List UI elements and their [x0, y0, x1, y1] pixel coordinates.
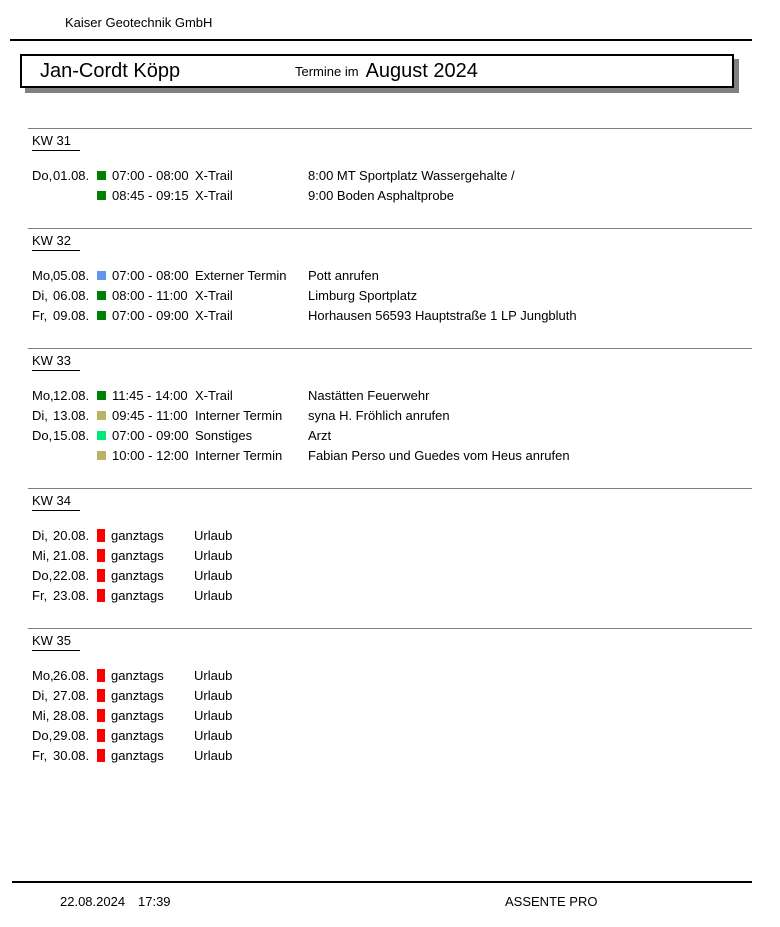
category-label: Urlaub [194, 747, 233, 763]
category-color-marker [97, 411, 106, 420]
date-label: 28.08. [53, 707, 90, 723]
time-label: ganztags [111, 567, 164, 583]
title-box [20, 54, 734, 88]
category-color-marker [97, 729, 105, 742]
week-label: KW 34 [32, 493, 80, 511]
weekday-label: Mo, [32, 667, 54, 683]
description-label: Fabian Perso und Guedes vom Heus anrufen [308, 447, 570, 463]
appointment-row [0, 725, 780, 745]
category-label: Urlaub [194, 527, 233, 543]
day-column [32, 568, 97, 583]
category-label: Interner Termin [195, 407, 283, 423]
date-label: 09.08. [53, 307, 90, 323]
time-label: 09:45 - 11:00 [112, 407, 188, 423]
appointment-row [0, 265, 780, 285]
description-label: Limburg Sportplatz [308, 287, 418, 303]
week-divider [28, 628, 752, 629]
category-color-marker [97, 709, 105, 722]
date-label: 22.08. [53, 567, 90, 583]
date-label: 12.08. [53, 387, 90, 403]
day-column [32, 408, 97, 423]
week-rows [0, 525, 780, 605]
date-label: 27.08. [53, 687, 90, 703]
category-label: X-Trail [195, 287, 233, 303]
time-label: ganztags [111, 687, 164, 703]
app-name: ASSENTE PRO [505, 894, 598, 909]
appointment-row [0, 305, 780, 325]
week-label: KW 35 [32, 633, 80, 651]
appointment-row [0, 425, 780, 445]
date-label: 01.08. [53, 167, 90, 183]
weekday-label: Do, [32, 167, 53, 183]
category-label: X-Trail [195, 167, 233, 183]
time-label: ganztags [111, 707, 164, 723]
week-section [0, 228, 780, 348]
weekday-label: Fr, [32, 307, 48, 323]
weekday-label: Di, [32, 287, 48, 303]
time-label: ganztags [111, 527, 164, 543]
weekday-label: Do, [32, 727, 53, 743]
day-column [32, 708, 97, 723]
week-section [0, 348, 780, 488]
week-rows [0, 265, 780, 325]
description-label: Arzt [308, 427, 332, 443]
weekday-label: Di, [32, 407, 48, 423]
appointment-row [0, 665, 780, 685]
time-label: 07:00 - 09:00 [112, 427, 189, 443]
category-label: Urlaub [194, 587, 233, 603]
time-label: 07:00 - 08:00 [112, 167, 189, 183]
date-label: 30.08. [53, 747, 90, 763]
week-label: KW 32 [32, 233, 80, 251]
day-column [32, 308, 97, 323]
time-label: 08:45 - 09:15 [112, 187, 189, 203]
day-column [32, 288, 97, 303]
appointment-row [0, 705, 780, 725]
category-label: Interner Termin [195, 447, 283, 463]
week-label: KW 33 [32, 353, 80, 371]
time-label: 07:00 - 08:00 [112, 267, 189, 283]
category-label: Urlaub [194, 667, 233, 683]
time-label: ganztags [111, 667, 164, 683]
category-color-marker [97, 271, 106, 280]
category-color-marker [97, 451, 106, 460]
category-color-marker [97, 589, 105, 602]
category-color-marker [97, 569, 105, 582]
appointment-row [0, 165, 780, 185]
date-label: 05.08. [53, 267, 90, 283]
category-color-marker [97, 529, 105, 542]
time-label: 08:00 - 11:00 [112, 287, 188, 303]
day-column [32, 388, 97, 403]
weeks-list [0, 128, 780, 788]
category-label: X-Trail [195, 387, 233, 403]
weekday-label: Do, [32, 567, 53, 583]
description-label: Nastätten Feuerwehr [308, 387, 430, 403]
category-label: Urlaub [194, 547, 233, 563]
day-column [32, 268, 97, 283]
date-label: 15.08. [53, 427, 90, 443]
week-head [32, 632, 780, 651]
category-label: X-Trail [195, 187, 233, 203]
date-label: 13.08. [53, 407, 90, 423]
category-label: X-Trail [195, 307, 233, 323]
appointment-row [0, 405, 780, 425]
category-color-marker [97, 291, 106, 300]
week-divider [28, 348, 752, 349]
date-label: 23.08. [53, 587, 90, 603]
week-divider [28, 488, 752, 489]
category-color-marker [97, 669, 105, 682]
week-section [0, 488, 780, 628]
weekday-label: Di, [32, 527, 48, 543]
month-title: August 2024 [365, 59, 478, 82]
week-head [32, 492, 780, 511]
weekday-label: Mo, [32, 387, 54, 403]
category-label: Urlaub [194, 707, 233, 723]
week-rows [0, 165, 780, 205]
category-color-marker [97, 431, 106, 440]
description-label: syna H. Fröhlich anrufen [308, 407, 450, 423]
footer-divider [12, 881, 752, 883]
weekday-label: Mo, [32, 267, 54, 283]
week-section [0, 128, 780, 228]
description-label: 9:00 Boden Asphaltprobe [308, 187, 455, 203]
print-time: 17:39 [138, 894, 171, 909]
weekday-label: Fr, [32, 747, 48, 763]
time-label: ganztags [111, 547, 164, 563]
category-color-marker [97, 171, 106, 180]
week-section [0, 628, 780, 788]
day-column [32, 668, 97, 683]
category-color-marker [97, 689, 105, 702]
appointment-row [0, 745, 780, 765]
print-date: 22.08.2024 [60, 894, 126, 909]
category-color-marker [97, 749, 105, 762]
time-label: 07:00 - 09:00 [112, 307, 189, 323]
subtitle-prefix: Termine im [295, 63, 359, 79]
date-label: 26.08. [53, 667, 90, 683]
category-label: Externer Termin [195, 267, 287, 283]
weekday-label: Di, [32, 687, 48, 703]
week-head [32, 232, 780, 251]
appointment-row [0, 385, 780, 405]
date-label: 06.08. [53, 287, 90, 303]
header-divider [10, 39, 752, 41]
time-label: ganztags [111, 747, 164, 763]
day-column [32, 548, 97, 563]
category-label: Urlaub [194, 727, 233, 743]
description-label: Horhausen 56593 Hauptstraße 1 LP Jungbluth [308, 307, 577, 323]
weekday-label: Fr, [32, 587, 48, 603]
weekday-label: Mi, [32, 547, 50, 563]
weekday-label: Do, [32, 427, 53, 443]
time-label: ganztags [111, 727, 164, 743]
appointment-row [0, 685, 780, 705]
day-column [32, 688, 97, 703]
day-column [32, 168, 97, 183]
time-label: 11:45 - 14:00 [112, 387, 188, 403]
day-column [32, 728, 97, 743]
date-label: 29.08. [53, 727, 90, 743]
week-divider [28, 128, 752, 129]
appointment-row [0, 525, 780, 545]
weekday-label: Mi, [32, 707, 50, 723]
week-rows [0, 385, 780, 465]
appointment-row [0, 545, 780, 565]
week-label: KW 31 [32, 133, 80, 151]
day-column [32, 528, 97, 543]
category-label: Urlaub [194, 567, 233, 583]
appointment-row [0, 565, 780, 585]
description-label: Pott anrufen [308, 267, 379, 283]
week-head [32, 132, 780, 151]
description-label: 8:00 MT Sportplatz Wassergehalte / [308, 167, 515, 183]
category-label: Sonstiges [195, 427, 253, 443]
day-column [32, 588, 97, 603]
category-color-marker [97, 191, 106, 200]
date-label: 21.08. [53, 547, 90, 563]
week-divider [28, 228, 752, 229]
appointment-row [0, 585, 780, 605]
appointment-row [0, 285, 780, 305]
time-label: ganztags [111, 587, 164, 603]
appointment-row [0, 445, 780, 465]
category-color-marker [97, 311, 106, 320]
day-column [32, 428, 97, 443]
category-color-marker [97, 549, 105, 562]
person-name: Jan-Cordt Köpp [40, 59, 181, 82]
time-label: 10:00 - 12:00 [112, 447, 189, 463]
category-color-marker [97, 391, 106, 400]
company-name: Kaiser Geotechnik GmbH [65, 15, 213, 30]
category-label: Urlaub [194, 687, 233, 703]
day-column [32, 748, 97, 763]
week-rows [0, 665, 780, 765]
week-head [32, 352, 780, 371]
date-label: 20.08. [53, 527, 90, 543]
appointment-row [0, 185, 780, 205]
